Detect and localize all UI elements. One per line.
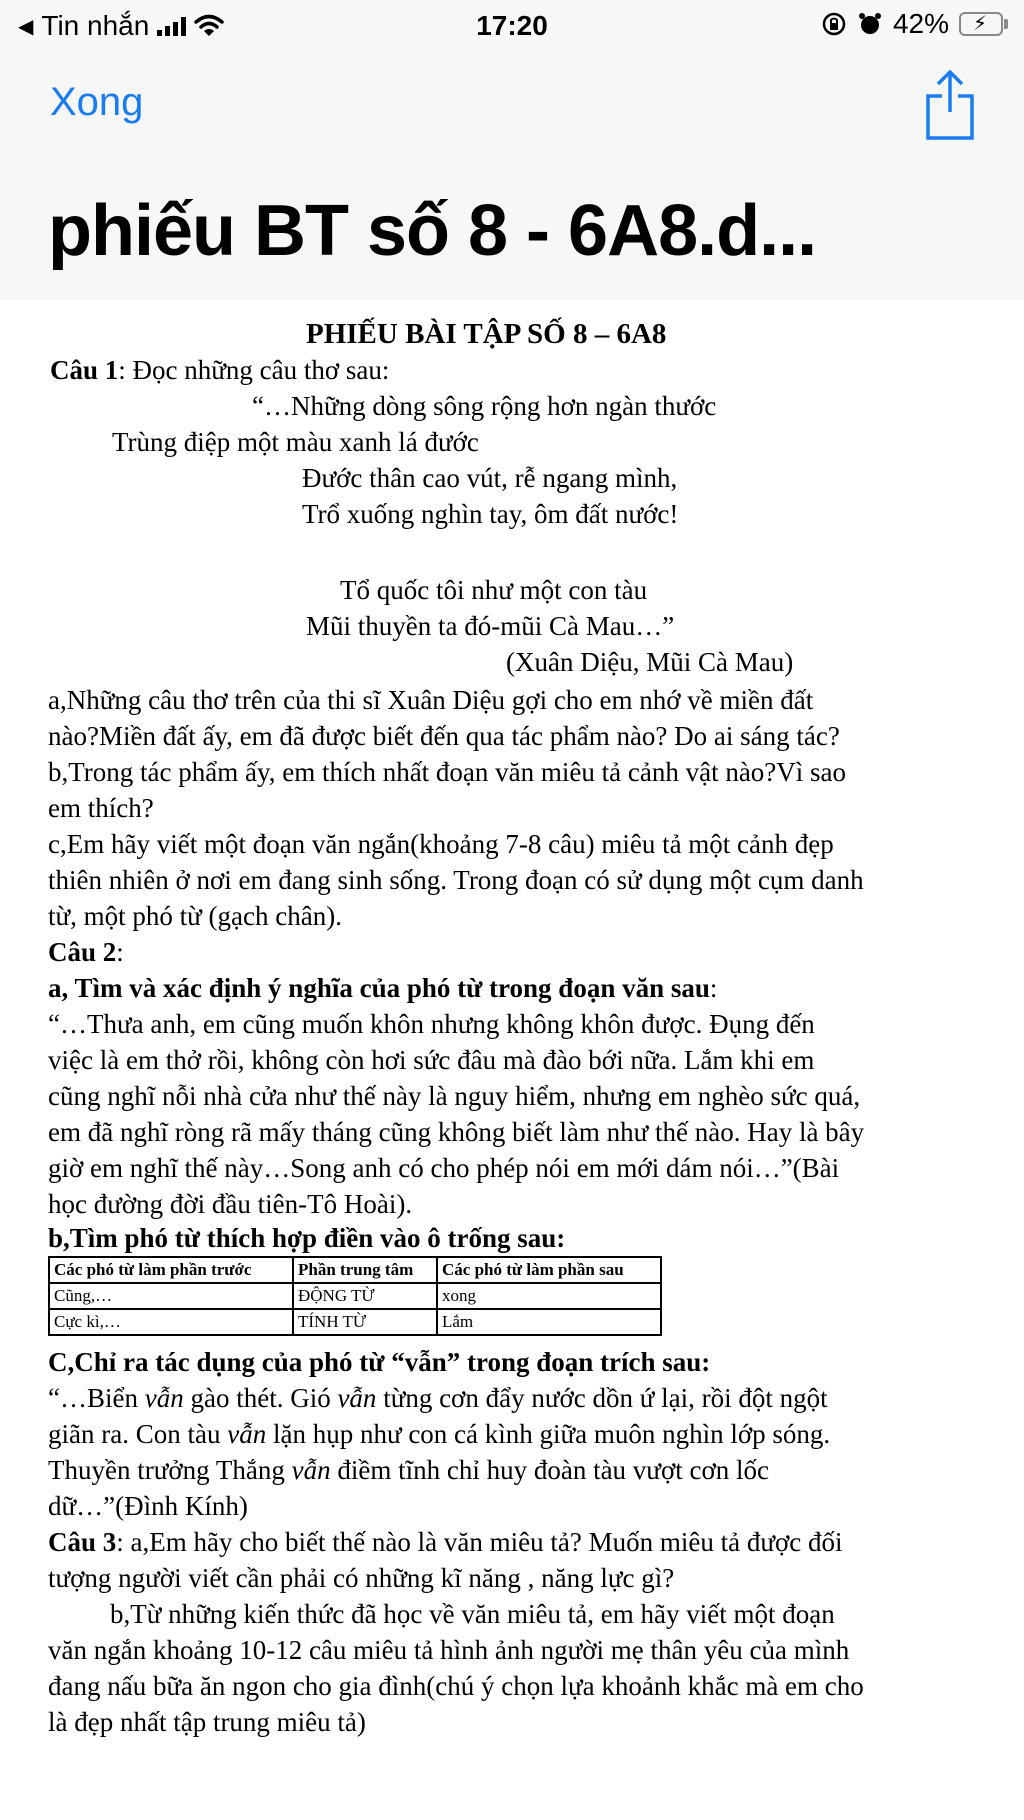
table-cell: xong [437,1283,661,1309]
q2c-text: gào thét. Gió [183,1383,338,1413]
table-cell: Cực kì,… [49,1309,293,1335]
alarm-icon [857,11,883,37]
q3-line [48,1524,842,1560]
q2c-emphasis: vẫn [144,1383,184,1413]
table-header: Phần trung tâm [293,1257,437,1283]
orientation-lock-icon [821,11,847,37]
q2c-line [48,1380,828,1416]
back-arrow-icon: ◀ [18,15,34,38]
q2-label-text: Câu 2 [48,937,117,967]
q2a-heading [48,970,717,1006]
table-row [49,1309,661,1335]
q2c-text: lặn hụp như con cá kình giữa muôn nghìn lớp sóng. [266,1419,831,1449]
q2c-emphasis: vẫn [291,1455,331,1485]
q3-line: tượng người viết cần phải có những kĩ năng , năng lực gì? [48,1563,675,1593]
q3-line: là đẹp nhất tập trung miêu tả) [48,1707,366,1737]
battery-icon: ⚡ [959,12,1008,36]
q2a-line: học đường đời đầu tiên-Tô Hoài). [48,1189,413,1219]
q1-label: Câu 1 [50,355,119,385]
table-cell: Lắm [437,1309,661,1335]
table-header: Các phó từ làm phần trước [49,1257,293,1283]
poem-line: Mũi thuyền ta đó-mũi Cà Mau…” [306,611,675,641]
poem-line: Trổ xuống nghìn tay, ôm đất nước! [302,499,679,529]
q2a-line: việc là em thở rồi, không còn hơi sức đâu mà đào bới nữa. Lắm khi em [48,1045,815,1075]
q3-label: Câu 3 [48,1527,117,1557]
table-cell: ĐỘNG TỪ [293,1283,437,1309]
q1-line: nào?Miền đất ấy, em đã được biết đến qua tác phẩm nào? Do ai sáng tác? [48,721,840,751]
poem-line: Tổ quốc tôi như một con tàu [340,575,648,605]
q2a-heading-text: a, Tìm và xác định ý nghĩa của phó từ trong đoạn văn sau [48,973,710,1003]
table-row [49,1283,661,1309]
q1-line: c,Em hãy viết một đoạn văn ngắn(khoảng 7-8 câu) miêu tả một cảnh đẹp [48,829,834,859]
doc-heading: PHIẾU BÀI TẬP SỐ 8 – 6A8 [306,318,667,350]
share-icon[interactable] [924,68,976,140]
q3-line: đang nấu bữa ăn ngon cho gia đình(chú ý chọn lựa khoảnh khắc mà em cho [48,1671,864,1701]
clock: 17:20 [476,10,548,41]
table-header-row [49,1257,661,1283]
table-header: Các phó từ làm phần sau [437,1257,661,1283]
q3-text: : a,Em hãy cho biết thế nào là văn miêu tả? Muốn miêu tả được đối [116,1527,843,1557]
battery-percent: 42% [892,8,949,39]
q1-line: từ, một phó từ (gạch chân). [48,901,342,931]
q2c-text: giãn ra. Con tàu [48,1419,228,1449]
q2c-heading: C,Chỉ ra tác dụng của phó từ “vẫn” trong đoạn trích sau: [48,1347,711,1377]
q2a-line: em đã nghĩ ròng rã mấy tháng cũng không biết làm như thế nào. Hay là bây [48,1117,865,1147]
q2c-text: điềm tĩnh chỉ huy đoàn tàu vượt cơn lốc [330,1455,769,1485]
document-page[interactable] [0,300,1024,1820]
q2a-line: “…Thưa anh, em cũng muốn khôn nhưng không khôn được. Đụng đến [48,1009,815,1039]
poem-line: “…Những dòng sông rộng hơn ngàn thước [252,391,717,421]
poem-citation: (Xuân Diệu, Mũi Cà Mau) [506,647,794,677]
q3-line: b,Từ những kiến thức đã học về văn miêu tả, em hãy viết một đoạn [110,1599,835,1629]
q2a-heading-suffix: : [709,973,718,1003]
q1-line: a,Những câu thơ trên của thi sĩ Xuân Diệu gợi cho em nhớ về miền đất [48,685,814,715]
q2c-line [48,1416,830,1452]
q2c-emphasis: vẫn [337,1383,377,1413]
q1-prompt [50,352,389,388]
poem-line: Đước thân cao vút, rễ ngang mình, [302,463,678,493]
q1-line: em thích? [48,793,154,823]
q2c-emphasis: vẫn [227,1419,267,1449]
table-cell: Cũng,… [49,1283,293,1309]
document-title: phiếu BT số 8 - 6A8.d... [48,191,817,271]
adverb-table [48,1256,662,1336]
q2a-line: cũng nghĩ nỗi nhà cửa như thế này là nguy hiểm, nhưng em nghèo sức quá, [48,1081,861,1111]
status-bar [0,0,1024,52]
q1-prompt-text: : Đọc những câu thơ sau: [118,355,390,385]
poem-line: Trùng điệp một màu xanh lá đước [112,427,479,457]
q2c-text: từng cơn đẩy nước dồn ứ lại, rồi đột ngột [376,1383,828,1413]
q2c-text: “…Biển [48,1383,145,1413]
q2c-text: Thuyền trưởng Thắng [48,1455,292,1485]
q2-label-suffix: : [116,937,124,967]
q1-line: b,Trong tác phẩm ấy, em thích nhất đoạn văn miêu tả cảnh vật nào?Vì sao [48,757,847,787]
q3-line: văn ngắn khoảng 10-12 câu miêu tả hình ảnh người mẹ thân yêu của mình [48,1635,850,1665]
q2c-line [48,1452,769,1488]
q2b-heading: b,Tìm phó từ thích hợp điền vào ô trống sau: [48,1223,566,1253]
q2c-line: dữ…”(Đình Kính) [48,1491,248,1521]
table-cell: TÍNH TỪ [293,1309,437,1335]
done-button[interactable]: Xong [50,80,144,124]
back-app-label: Tin nhắn [41,10,150,41]
q2-label [48,934,124,970]
q2a-line: giờ em nghĩ thế này…Song anh có cho phép nói em mới dám nói…”(Bài [48,1153,840,1183]
q1-line: thiên nhiên ở nơi em đang sinh sống. Trong đoạn có sử dụng một cụm danh [48,865,864,895]
